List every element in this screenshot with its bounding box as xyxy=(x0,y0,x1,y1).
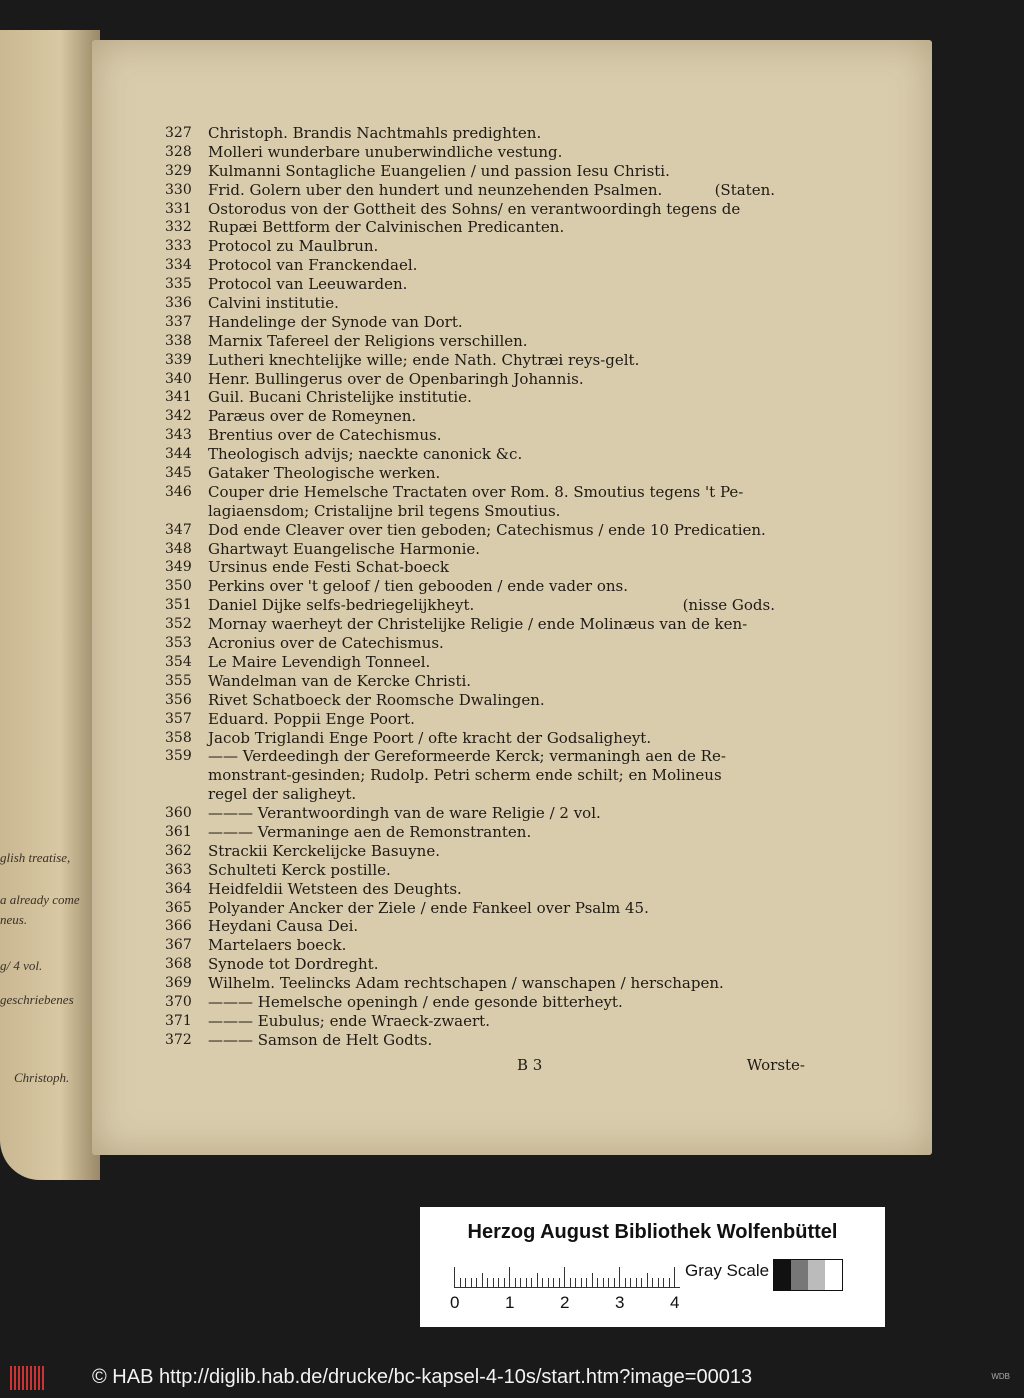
gray-patch xyxy=(825,1260,842,1290)
entry-number: 344 xyxy=(165,446,192,463)
ruler-tick xyxy=(669,1278,670,1287)
entry-text: Protocol van Leeuwarden. xyxy=(208,275,408,294)
entry-number: 369 xyxy=(165,975,192,992)
page-footer xyxy=(165,1056,805,1076)
catalog-entry xyxy=(165,577,805,596)
entry-text: Perkins over 't geloof / tien gebooden / ende vader ons. xyxy=(208,577,628,596)
ruler-tick xyxy=(509,1267,510,1287)
ruler-tick xyxy=(471,1278,472,1287)
entry-text: Handelinge der Synode van Dort. xyxy=(208,312,463,331)
entry-text: ——— Verantwoordingh van de ware Religie / 2 vol. xyxy=(208,804,601,823)
ruler-tick xyxy=(586,1278,587,1287)
entry-text: Protocol zu Maulbrun. xyxy=(208,237,379,256)
catalog-entry xyxy=(165,615,805,634)
ruler-number: 1 xyxy=(505,1293,515,1312)
ruler-tick xyxy=(487,1278,488,1287)
barcode-icon xyxy=(10,1366,44,1390)
entry-text: Brentius over de Catechismus. xyxy=(208,426,442,445)
gray-scale-swatch xyxy=(773,1259,843,1291)
entry-text: ——— Vermaninge aen de Remonstranten. xyxy=(208,822,532,841)
catalog-entry xyxy=(165,899,805,918)
entry-number: 330 xyxy=(165,181,192,198)
ruler-tick xyxy=(630,1278,631,1287)
catalog-entry xyxy=(165,162,805,181)
ruler-tick xyxy=(608,1278,609,1287)
entry-text: —— Verdeedingh der Gereformeerde Kerck; vermaningh aen de Re- xyxy=(208,747,726,766)
ruler-tick xyxy=(520,1278,521,1287)
entry-number: 350 xyxy=(165,578,192,595)
ruler-numbers xyxy=(446,1293,686,1313)
catalog-entry xyxy=(165,785,805,804)
entry-number: 352 xyxy=(165,616,192,633)
catalog-entry xyxy=(165,181,805,200)
left-fragment: glish treatise, xyxy=(0,850,71,865)
catalog-entry xyxy=(165,672,805,691)
ruler-tick xyxy=(465,1278,466,1287)
catalog-entry xyxy=(165,558,805,577)
entry-text: Eduard. Poppii Enge Poort. xyxy=(208,709,415,728)
entry-text: Heidfeldii Wetsteen des Deughts. xyxy=(208,879,462,898)
entry-text: Heydani Causa Dei. xyxy=(208,917,359,936)
left-fragment: g/ 4 vol. xyxy=(0,958,43,973)
entry-text: Paræus over de Romeynen. xyxy=(208,407,417,426)
entry-text: Strackii Kerckelijcke Basuyne. xyxy=(208,841,440,860)
catalog-entry xyxy=(165,483,805,502)
catalog-entry xyxy=(165,596,805,615)
entry-number: 340 xyxy=(165,370,192,387)
entry-text: Marnix Tafereel der Religions verschillen. xyxy=(208,331,528,350)
catalog-entry xyxy=(165,842,805,861)
catalog-entry xyxy=(165,917,805,936)
ruler-tick xyxy=(460,1278,461,1287)
catalog-entry xyxy=(165,256,805,275)
entry-number: 349 xyxy=(165,559,192,576)
entry-number: 341 xyxy=(165,389,192,406)
catalog-entry xyxy=(165,521,805,540)
entry-number: 335 xyxy=(165,276,192,293)
entry-text: Daniel Dijke selfs-bedriegelijkheyt. xyxy=(208,596,475,615)
entry-number: 358 xyxy=(165,729,192,746)
catalog-entry xyxy=(165,502,805,521)
entry-text: Couper drie Hemelsche Tractaten over Rom. 8. Smoutius tegens 't Pe- xyxy=(208,482,744,501)
entry-number: 364 xyxy=(165,880,192,897)
catalog-entry xyxy=(165,370,805,389)
entry-number: 354 xyxy=(165,653,192,670)
entry-number: 328 xyxy=(165,143,192,160)
entry-text: Le Maire Levendigh Tonneel. xyxy=(208,652,431,671)
entry-number: 342 xyxy=(165,408,192,425)
ruler-tick xyxy=(603,1278,604,1287)
entry-number: 368 xyxy=(165,956,192,973)
ruler-number: 2 xyxy=(560,1293,570,1312)
entry-number: 351 xyxy=(165,597,192,614)
entry-text: Christoph. Brandis Nachtmahls predighten. xyxy=(208,124,542,142)
ruler-tick xyxy=(526,1278,527,1287)
ruler-tick xyxy=(614,1278,615,1287)
catalog-entry xyxy=(165,974,805,993)
catalog-entry xyxy=(165,294,805,313)
entry-text: monstrant-gesinden; Rudolp. Petri scherm ende schilt; en Molineus xyxy=(208,766,722,785)
ruler-tick xyxy=(636,1278,637,1287)
catalog-entry xyxy=(165,691,805,710)
entry-text: Ghartwayt Euangelische Harmonie. xyxy=(208,539,481,558)
ruler-tick xyxy=(570,1278,571,1287)
entry-number: 355 xyxy=(165,672,192,689)
catalog-entry xyxy=(165,653,805,672)
ruler-tick xyxy=(537,1273,538,1287)
catalog-entry xyxy=(165,993,805,1012)
entry-number: 366 xyxy=(165,918,192,935)
ruler-tick xyxy=(531,1278,532,1287)
entry-number: 337 xyxy=(165,313,192,330)
ruler-tick xyxy=(581,1278,582,1287)
entry-text: Lutheri knechtelijke wille; ende Nath. Chytræi reys-gelt. xyxy=(208,350,640,369)
ruler-tick xyxy=(647,1273,648,1287)
catalog-entry xyxy=(165,200,805,219)
ruler-tick xyxy=(515,1278,516,1287)
entry-text: Synode tot Dordreght. xyxy=(208,955,379,974)
catalog-entry xyxy=(165,124,805,143)
catalog-entry xyxy=(165,313,805,332)
ruler-tick xyxy=(553,1278,554,1287)
catalog-entry xyxy=(165,445,805,464)
entry-number: 336 xyxy=(165,295,192,312)
entry-text: Guil. Bucani Christelijke institutie. xyxy=(208,388,472,407)
entry-text: regel der saligheyt. xyxy=(208,785,357,804)
library-card xyxy=(420,1207,885,1327)
entry-aside: (Staten. xyxy=(714,180,775,199)
entry-number: 371 xyxy=(165,1012,192,1029)
catalog-entry xyxy=(165,540,805,559)
ruler-tick xyxy=(454,1267,455,1287)
ruler-number: 0 xyxy=(450,1293,460,1312)
entry-text: Acronius over de Catechismus. xyxy=(208,634,444,653)
entry-number: 357 xyxy=(165,710,192,727)
entry-text: ——— Hemelsche openingh / ende gesonde bitterheyt. xyxy=(208,992,623,1011)
entry-number: 348 xyxy=(165,540,192,557)
ruler-number: 3 xyxy=(615,1293,625,1312)
catalog-entry xyxy=(165,388,805,407)
entry-number: 353 xyxy=(165,635,192,652)
catalog-entry xyxy=(165,766,805,785)
url-bar xyxy=(0,1356,1024,1398)
entry-text: Calvini institutie. xyxy=(208,294,339,313)
ruler-tick xyxy=(575,1278,576,1287)
catalog-entry xyxy=(165,747,805,766)
entry-number: 332 xyxy=(165,219,192,236)
ruler-tick xyxy=(674,1267,675,1287)
entry-number: 360 xyxy=(165,805,192,822)
source-url[interactable]: © HAB http://diglib.hab.de/drucke/bc-kapsel-4-10s/start.htm?image=00013 xyxy=(92,1366,753,1388)
entry-number: 362 xyxy=(165,842,192,859)
ruler-tick xyxy=(663,1278,664,1287)
entry-number: 372 xyxy=(165,1031,192,1048)
tiny-code: WDB xyxy=(991,1372,1010,1381)
entry-text: Wilhelm. Teelincks Adam rechtschapen / wanschapen / herschapen. xyxy=(208,974,724,993)
catalog-entry xyxy=(165,426,805,445)
ruler-tick xyxy=(652,1278,653,1287)
entry-text: ——— Samson de Helt Godts. xyxy=(208,1030,433,1049)
entry-number: 343 xyxy=(165,427,192,444)
catalog-list xyxy=(165,124,805,1050)
entry-text: Gataker Theologische werken. xyxy=(208,464,441,483)
gray-scale-label: Gray Scale xyxy=(685,1261,770,1280)
entry-text: Protocol van Franckendael. xyxy=(208,256,418,275)
ruler-tick xyxy=(597,1278,598,1287)
ruler-tick xyxy=(542,1278,543,1287)
entry-text: Henr. Bullingerus over de Openbaringh Johannis. xyxy=(208,369,584,388)
catalog-entry xyxy=(165,1012,805,1031)
gray-patch xyxy=(791,1260,808,1290)
catalog-entry xyxy=(165,407,805,426)
ruler-tick xyxy=(548,1278,549,1287)
catalog-entry xyxy=(165,143,805,162)
catalog-entry xyxy=(165,823,805,842)
entry-text: Ostorodus von der Gottheit des Sohns/ en verantwoordingh tegens de xyxy=(208,199,741,218)
signature-mark: B 3 xyxy=(517,1056,543,1074)
left-fragment: neus. xyxy=(0,912,28,927)
catalog-entry xyxy=(165,710,805,729)
entry-text: Polyander Ancker der Ziele / ende Fankeel over Psalm 45. xyxy=(208,898,649,917)
left-fragment: geschriebenes xyxy=(0,992,74,1007)
entry-number: 363 xyxy=(165,861,192,878)
left-fragment: a already come xyxy=(0,892,80,907)
ruler-tick xyxy=(592,1273,593,1287)
ruler-number: 4 xyxy=(670,1293,680,1312)
entry-number: 367 xyxy=(165,937,192,954)
catalog-entry xyxy=(165,729,805,748)
entry-text: ——— Eubulus; ende Wraeck-zwaert. xyxy=(208,1011,490,1030)
entry-text: Rivet Schatboeck der Roomsche Dwalingen. xyxy=(208,690,545,709)
catalog-entry xyxy=(165,936,805,955)
ruler-tick xyxy=(504,1278,505,1287)
library-title: Herzog August Bibliothek Wolfenbüttel xyxy=(467,1221,838,1243)
ruler-tick xyxy=(658,1278,659,1287)
catalog-entry xyxy=(165,464,805,483)
entry-text: Schulteti Kerck postille. xyxy=(208,860,391,879)
catalog-entry xyxy=(165,804,805,823)
catalog-entry xyxy=(165,634,805,653)
entry-number: 327 xyxy=(165,125,192,141)
entry-text: Rupæi Bettform der Calvinischen Predicanten. xyxy=(208,218,565,237)
catalog-entry xyxy=(165,880,805,899)
entry-number: 347 xyxy=(165,521,192,538)
ruler-tick xyxy=(625,1278,626,1287)
entry-number: 345 xyxy=(165,465,192,482)
entry-number: 365 xyxy=(165,899,192,916)
entry-text: Kulmanni Sontagliche Euangelien / und passion Iesu Christi. xyxy=(208,161,670,180)
ruler-tick xyxy=(476,1278,477,1287)
entry-number: 359 xyxy=(165,748,192,765)
entry-text: Wandelman van de Kercke Christi. xyxy=(208,671,472,690)
gray-patch xyxy=(774,1260,791,1290)
catalog-entry xyxy=(165,332,805,351)
entry-text: Jacob Triglandi Enge Poort / ofte kracht der Godsaligheyt. xyxy=(208,728,652,747)
catalog-entry xyxy=(165,1031,805,1050)
entry-number: 334 xyxy=(165,257,192,274)
entry-number: 333 xyxy=(165,238,192,255)
entry-text: Molleri wunderbare unuberwindliche vestung. xyxy=(208,142,563,161)
gray-patch xyxy=(808,1260,825,1290)
entry-number: 346 xyxy=(165,483,192,500)
entry-aside: (nisse Gods. xyxy=(682,596,775,615)
entry-text: Ursinus ende Festi Schat-boeck xyxy=(208,558,450,577)
left-page-edge xyxy=(0,30,100,1180)
catalog-entry xyxy=(165,237,805,256)
entry-text: Theologisch advijs; naeckte canonick &c. xyxy=(208,445,523,464)
entry-text: Martelaers boeck. xyxy=(208,936,347,955)
entry-number: 361 xyxy=(165,823,192,840)
entry-number: 331 xyxy=(165,200,192,217)
entry-text: Mornay waerheyt der Christelijke Religie / ende Molinæus van de ken- xyxy=(208,615,748,634)
entry-number: 338 xyxy=(165,332,192,349)
ruler-tick xyxy=(493,1278,494,1287)
entry-text: Dod ende Cleaver over tien geboden; Catechismus / ende 10 Predicatien. xyxy=(208,520,766,539)
ruler-tick xyxy=(564,1267,565,1287)
entry-number: 339 xyxy=(165,351,192,368)
ruler xyxy=(454,1265,680,1288)
catchword: Worste- xyxy=(746,1056,805,1074)
catalog-entry xyxy=(165,955,805,974)
entry-number: 329 xyxy=(165,162,192,179)
ruler-tick xyxy=(482,1273,483,1287)
catalog-entry xyxy=(165,861,805,880)
ruler-tick xyxy=(498,1278,499,1287)
entry-text: lagiaensdom; Cristalijne bril tegens Smoutius. xyxy=(208,501,561,520)
catalog-entry xyxy=(165,351,805,370)
entry-number: 370 xyxy=(165,993,192,1010)
left-fragment: Christoph. xyxy=(14,1070,70,1085)
ruler-tick xyxy=(641,1278,642,1287)
catalog-entry xyxy=(165,218,805,237)
entry-number: 356 xyxy=(165,691,192,708)
catalog-entry xyxy=(165,275,805,294)
ruler-tick xyxy=(619,1267,620,1287)
ruler-tick xyxy=(559,1278,560,1287)
entry-text: Frid. Golern uber den hundert und neunzehenden Psalmen. xyxy=(208,180,663,199)
